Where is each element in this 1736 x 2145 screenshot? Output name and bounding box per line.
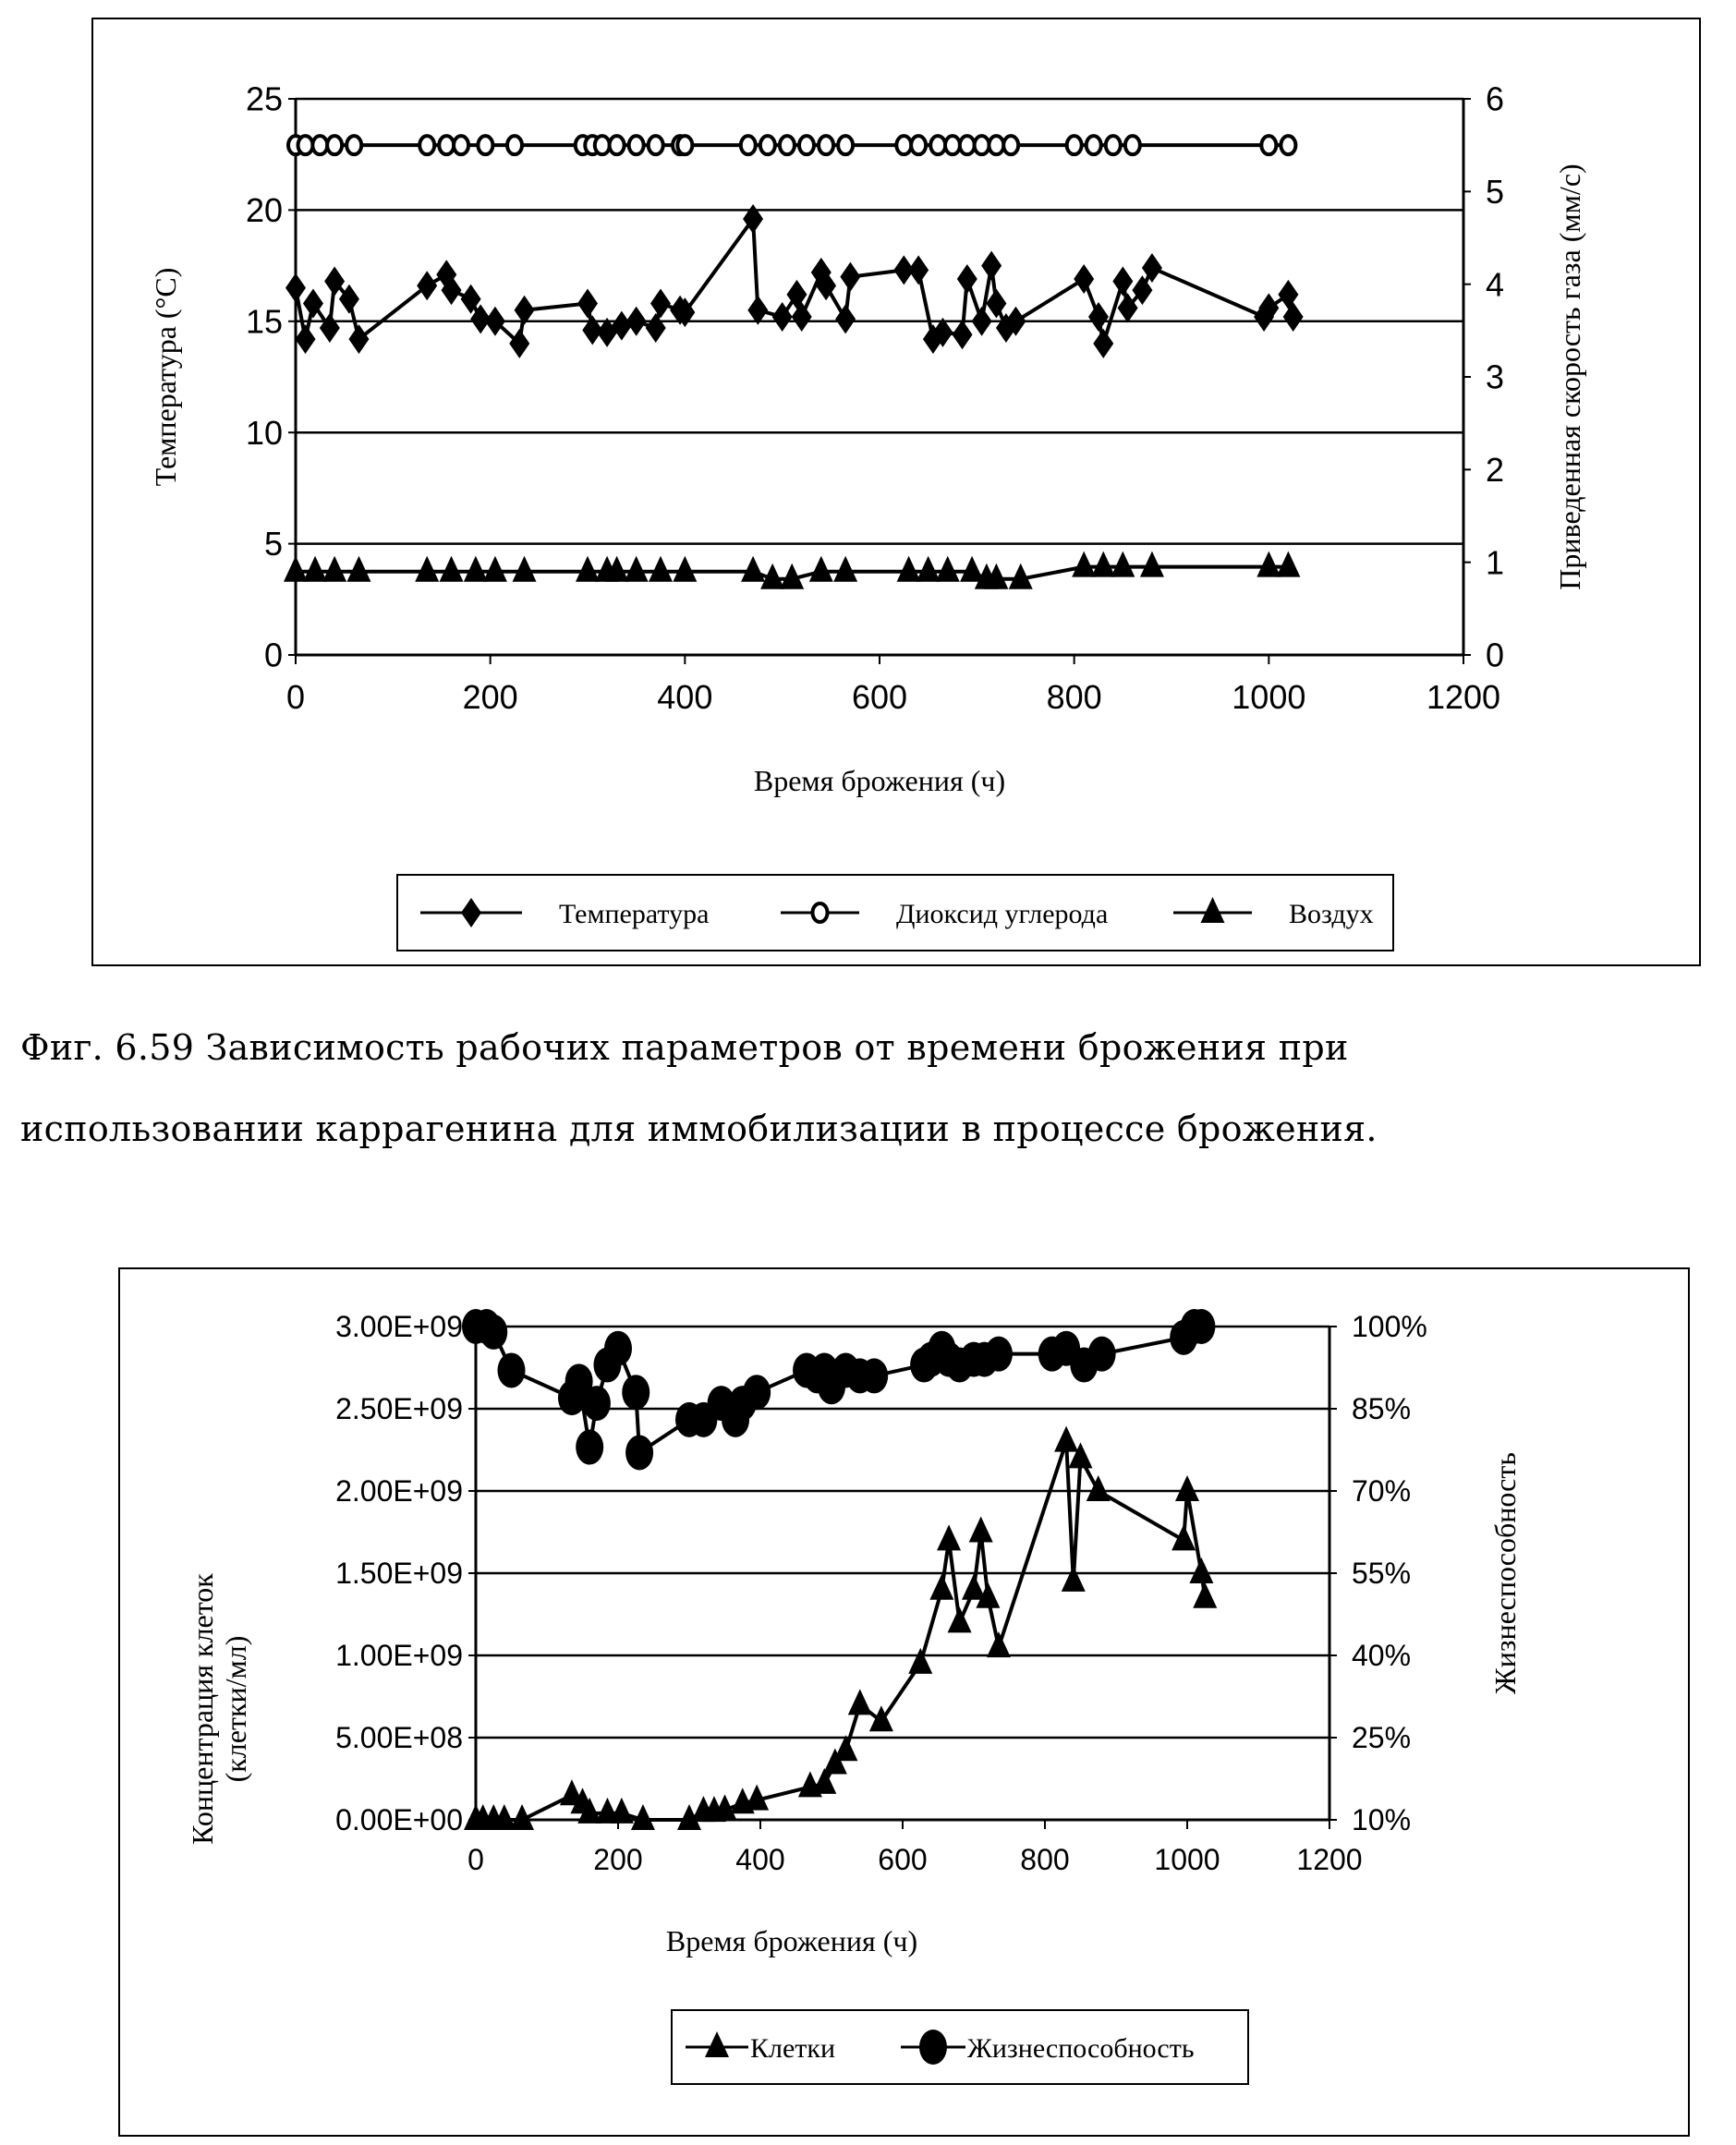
data-point [284,556,308,582]
data-point [625,1435,653,1470]
data-point [948,1606,972,1632]
data-point [454,136,468,154]
data-point [1074,264,1094,294]
data-point [1125,136,1140,154]
legend-marker-icon [919,2030,947,2065]
data-point [677,136,692,154]
data-point [1189,1557,1213,1583]
data-point [908,255,929,285]
data-point [577,289,598,319]
data-point [348,324,369,354]
series-Диоксид углерода [288,136,1295,154]
data-point [897,556,921,582]
x-tick-label: 400 [735,1843,784,1876]
y-axis-title: Температура (°C) [149,268,182,487]
data-point [809,556,833,582]
data-point [1276,551,1300,577]
data-point [513,556,537,582]
data-point [792,302,812,332]
data-point [346,136,361,154]
data-point [1281,136,1295,154]
data-point [917,556,941,582]
y-axis-title: Концентрация клеток(клетки/мл) [186,1573,252,1845]
legend-marker-icon [813,903,828,922]
data-point [743,1375,771,1410]
data-point [1193,1582,1217,1608]
y2-tick-label: 0 [1486,636,1504,674]
data-point [987,1631,1011,1657]
y-tick-label: 25 [246,80,283,118]
data-point [1088,1337,1116,1372]
x-tick-label: 0 [286,678,305,716]
y2-tick-label: 3 [1486,358,1504,396]
data-point [285,273,306,303]
legend-label: Температура [559,899,709,929]
series-Температура [285,204,1304,358]
chart-frame [92,18,1700,965]
y2-tick-label: 5 [1486,173,1504,211]
data-point [1072,551,1096,577]
data-point [646,313,666,343]
data-point [972,307,992,336]
data-point [911,136,926,154]
data-point [604,1331,632,1366]
data-point [298,136,313,154]
caption-line-1: Фиг. 6.59 Зависимость рабочих параметров от времени брожения при [20,1027,1349,1068]
data-point [509,329,529,358]
x-axis-title: Время брожения (ч) [754,764,1005,797]
data-point [1093,329,1113,358]
y2-tick-label: 10% [1352,1803,1411,1836]
data-point [629,136,644,154]
figure-canvas [0,0,1736,2145]
data-point [1283,302,1304,332]
legend-label: Воздух [1289,899,1374,929]
y2-tick-label: 1 [1486,543,1504,581]
y-tick-label: 15 [246,302,283,340]
data-point [1087,136,1101,154]
legend-label: Диоксид углерода [896,899,1108,929]
x-tick-label: 1000 [1154,1843,1220,1876]
data-point [576,556,600,582]
legend [672,2010,1248,2084]
data-point [626,307,647,336]
data-point [848,1689,872,1715]
data-point [485,307,505,336]
data-point [957,264,977,294]
data-point [415,556,439,582]
data-point [478,136,492,154]
data-point [346,556,370,582]
x-tick-label: 800 [1047,678,1102,716]
data-point [929,1574,953,1600]
y-tick-label: 5 [264,525,283,563]
data-point [296,324,316,354]
y2-axis-title: Приведенная скорость газа (мм/с) [1553,164,1586,589]
data-point [741,136,756,154]
x-tick-label: 600 [852,678,907,716]
data-point [780,136,795,154]
data-point [1067,136,1082,154]
x-tick-label: 1200 [1426,678,1500,716]
data-point [576,1430,603,1465]
data-point [312,136,327,154]
x-axis-title: Время брожения (ч) [666,1924,917,1957]
data-point [440,556,464,582]
data-point [741,556,765,582]
y-tick-label: 3.00E+09 [335,1310,463,1343]
data-point [1003,136,1018,154]
data-point [417,271,437,300]
data-point [969,1517,993,1543]
data-point [989,136,1003,154]
x-tick-label: 1200 [1296,1843,1362,1876]
y2-tick-label: 6 [1486,80,1504,118]
data-point [985,1337,1013,1372]
y2-tick-label: 70% [1352,1474,1411,1508]
data-point [840,262,860,292]
data-point [650,289,671,319]
y2-axis-title: Жизнеспособность [1488,1452,1522,1694]
legend-label: Жизнеспособность [967,2033,1195,2064]
data-point [896,136,911,154]
chart-1 [92,18,1700,965]
x-tick-label: 200 [593,1843,642,1876]
data-point [799,136,814,154]
series-Клетки [464,1426,1217,1830]
data-point [1187,1309,1215,1344]
legend [397,875,1393,951]
y-tick-label: 1.00E+09 [335,1639,463,1672]
series-Воздух [284,551,1300,589]
data-point [303,556,327,582]
y-tick-label: 2.00E+09 [335,1474,463,1508]
data-point [498,1352,526,1388]
y2-tick-label: 4 [1486,265,1504,303]
y2-tick-label: 25% [1352,1721,1411,1754]
data-point [1088,302,1109,332]
data-point [1062,1566,1086,1592]
y2-tick-label: 2 [1486,451,1504,489]
data-point [833,556,857,582]
y-tick-label: 1.50E+09 [335,1557,463,1590]
legend-label: Клетки [750,2033,835,2064]
x-tick-label: 400 [657,678,712,716]
data-point [322,556,346,582]
data-point [1054,1426,1078,1452]
y2-tick-label: 40% [1352,1639,1411,1672]
data-point [649,136,663,154]
data-point [583,1386,611,1421]
x-tick-label: 600 [878,1843,927,1876]
y-tick-label: 2.50E+09 [335,1392,463,1425]
data-point [1278,280,1298,309]
data-point [464,556,488,582]
data-point [760,136,775,154]
data-point [419,136,434,154]
data-point [930,136,945,154]
data-point [1091,551,1115,577]
data-point [439,136,454,154]
data-point [507,136,522,154]
data-point [610,136,625,154]
x-tick-label: 1000 [1232,678,1305,716]
data-point [1111,551,1135,577]
series-Жизнеспособность [462,1309,1215,1470]
data-point [986,289,1006,319]
y2-tick-label: 55% [1352,1557,1411,1590]
data-point [649,556,673,582]
y-tick-label: 0.00E+00 [335,1803,463,1836]
data-point [945,136,960,154]
data-point [937,1524,961,1550]
y-tick-label: 5.00E+08 [335,1721,463,1754]
caption-line-2: использовании каррагенина для иммобилизации в процессе брожения. [20,1109,1378,1149]
x-tick-label: 200 [463,678,518,716]
y-tick-label: 20 [246,191,283,229]
y2-tick-label: 85% [1352,1392,1411,1425]
chart-2 [119,1268,1689,2136]
data-point [622,1375,649,1410]
data-point [936,556,960,582]
data-point [819,136,833,154]
data-point [1142,253,1162,283]
data-point [833,1735,857,1761]
data-point [1140,551,1164,577]
x-tick-label: 0 [467,1843,484,1876]
data-point [1256,551,1281,577]
data-point [975,136,989,154]
data-point [908,1648,932,1674]
data-point [981,251,1002,281]
data-point [1261,136,1276,154]
data-point [673,556,697,582]
data-point [1106,136,1121,154]
data-point [953,320,973,349]
y-tick-label: 0 [264,636,283,674]
data-point [1175,1475,1199,1501]
data-point [860,1358,888,1393]
x-tick-label: 800 [1020,1843,1069,1876]
y-tick-label: 10 [246,414,283,452]
data-point [480,1315,507,1350]
y2-tick-label: 100% [1352,1310,1427,1343]
data-point [1112,266,1133,296]
data-point [838,136,853,154]
data-point [327,136,342,154]
data-point [960,136,975,154]
data-point [483,556,507,582]
data-point [625,556,649,582]
data-point [595,136,610,154]
